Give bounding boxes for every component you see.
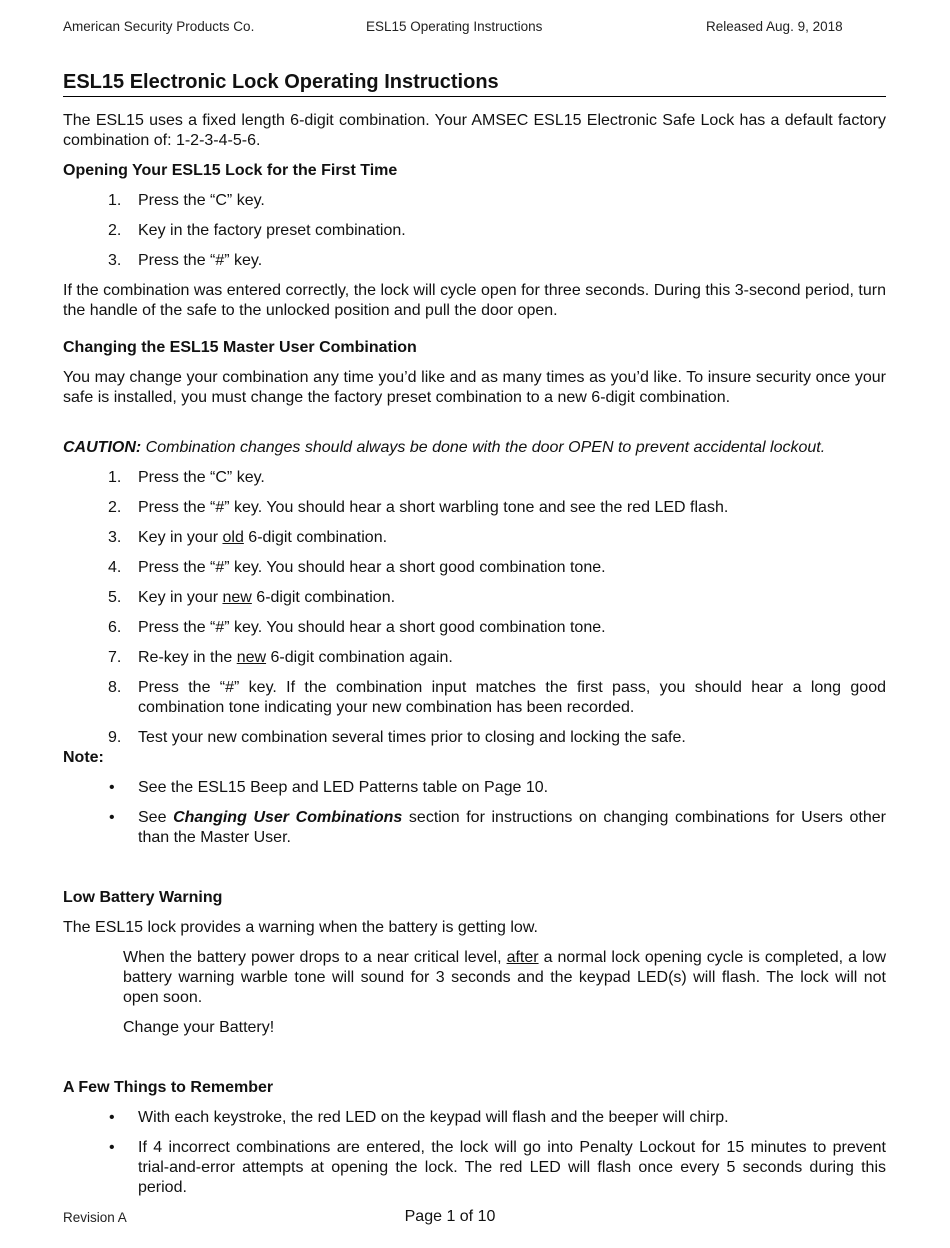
list-item: • With each keystroke, the red LED on the keypad will flash and the beeper will chirp.	[109, 1109, 729, 1126]
first-time-steps	[63, 191, 886, 271]
bullet-icon: •	[109, 1139, 115, 1156]
change-steps	[63, 468, 886, 748]
bullet-icon: •	[109, 809, 115, 826]
list-item: 1. Press the “C” key.	[108, 192, 265, 209]
battery-heading: Low Battery Warning	[63, 889, 223, 906]
list-item: • See the ESL15 Beep and LED Patterns table on Page 10.	[109, 779, 549, 796]
bullet-icon: •	[109, 1109, 115, 1126]
page-number: Page 1 of 10	[404, 1208, 496, 1225]
list-item: 3. Press the “#” key.	[108, 252, 263, 269]
battery-change: Change your Battery!	[123, 1019, 275, 1036]
list-item: 5. Key in your new 6-digit combination.	[108, 589, 396, 606]
header-released: Released Aug. 9, 2018	[706, 19, 843, 34]
list-item: 8. Press the “#” key. If the combination input matches the first pass, you should hear a long good combination tone indicating your new combination has been recorded.	[108, 679, 886, 716]
page-title: ESL15 Electronic Lock Operating Instructions	[63, 70, 886, 97]
intro-paragraph: The ESL15 uses a fixed length 6-digit combination. Your AMSEC ESL15 Electronic Safe Lock has a default factory combination of: 1-2-3-4-5-6.	[63, 112, 886, 149]
list-item: • If 4 incorrect combinations are entered, the lock will go into Penalty Lockout for 15 minutes to prevent trial-and-error attempts at opening the lock. The red LED will flash once every 5 seconds during this period.	[109, 1139, 886, 1196]
note-label: Note:	[63, 749, 104, 766]
header-company: American Security Products Co.	[63, 19, 255, 34]
list-item: 7. Re-key in the new 6-digit combination again.	[108, 649, 453, 666]
battery-detail: When the battery power drops to a near critical level, after a normal lock opening cycle is completed, a low battery warning warble tone will sound for 3 seconds and the keypad LED(s) will flash. The lock will not open soon.	[123, 949, 887, 1006]
remember-list	[63, 1108, 886, 1198]
list-item: 6. Press the “#” key. You should hear a short good combination tone.	[108, 619, 606, 636]
list-item: 4. Press the “#” key. You should hear a short good combination tone.	[108, 559, 606, 576]
first-time-heading: Opening Your ESL15 Lock for the First Time	[63, 162, 398, 179]
remember-heading: A Few Things to Remember	[63, 1079, 274, 1096]
list-item: • See Changing User Combinations section for instructions on changing combinations for Users other than the Master User.	[109, 809, 886, 846]
document-body	[63, 70, 886, 1198]
caution-note: CAUTION: Combination changes should always be done with the door OPEN to prevent accidental lockout.	[63, 439, 826, 456]
header-doc-title: ESL15 Operating Instructions	[366, 19, 543, 34]
list-item: 2. Key in the factory preset combination.	[108, 222, 406, 239]
caution-label: CAUTION:	[63, 439, 142, 456]
footer-revision: Revision A	[63, 1210, 127, 1225]
list-item: 9. Test your new combination several times prior to closing and locking the safe.	[108, 729, 686, 746]
list-item: 1. Press the “C” key.	[108, 469, 265, 486]
list-item: 2. Press the “#” key. You should hear a short warbling tone and see the red LED flash.	[108, 499, 729, 516]
change-heading: Changing the ESL15 Master User Combination	[63, 339, 417, 356]
bullet-icon: •	[109, 779, 115, 796]
first-time-after: If the combination was entered correctly, the lock will cycle open for three seconds. During this 3-second period, turn the handle of the safe to the unlocked position and pull the door open.	[63, 282, 886, 319]
battery-intro: The ESL15 lock provides a warning when the battery is getting low.	[63, 919, 538, 936]
note-list	[63, 778, 886, 848]
change-intro: You may change your combination any time you’d like and as many times as you’d like. To insure security once your safe is installed, you must change the factory preset combination to a new 6-digit combination.	[63, 369, 886, 406]
list-item: 3. Key in your old 6-digit combination.	[108, 529, 388, 546]
